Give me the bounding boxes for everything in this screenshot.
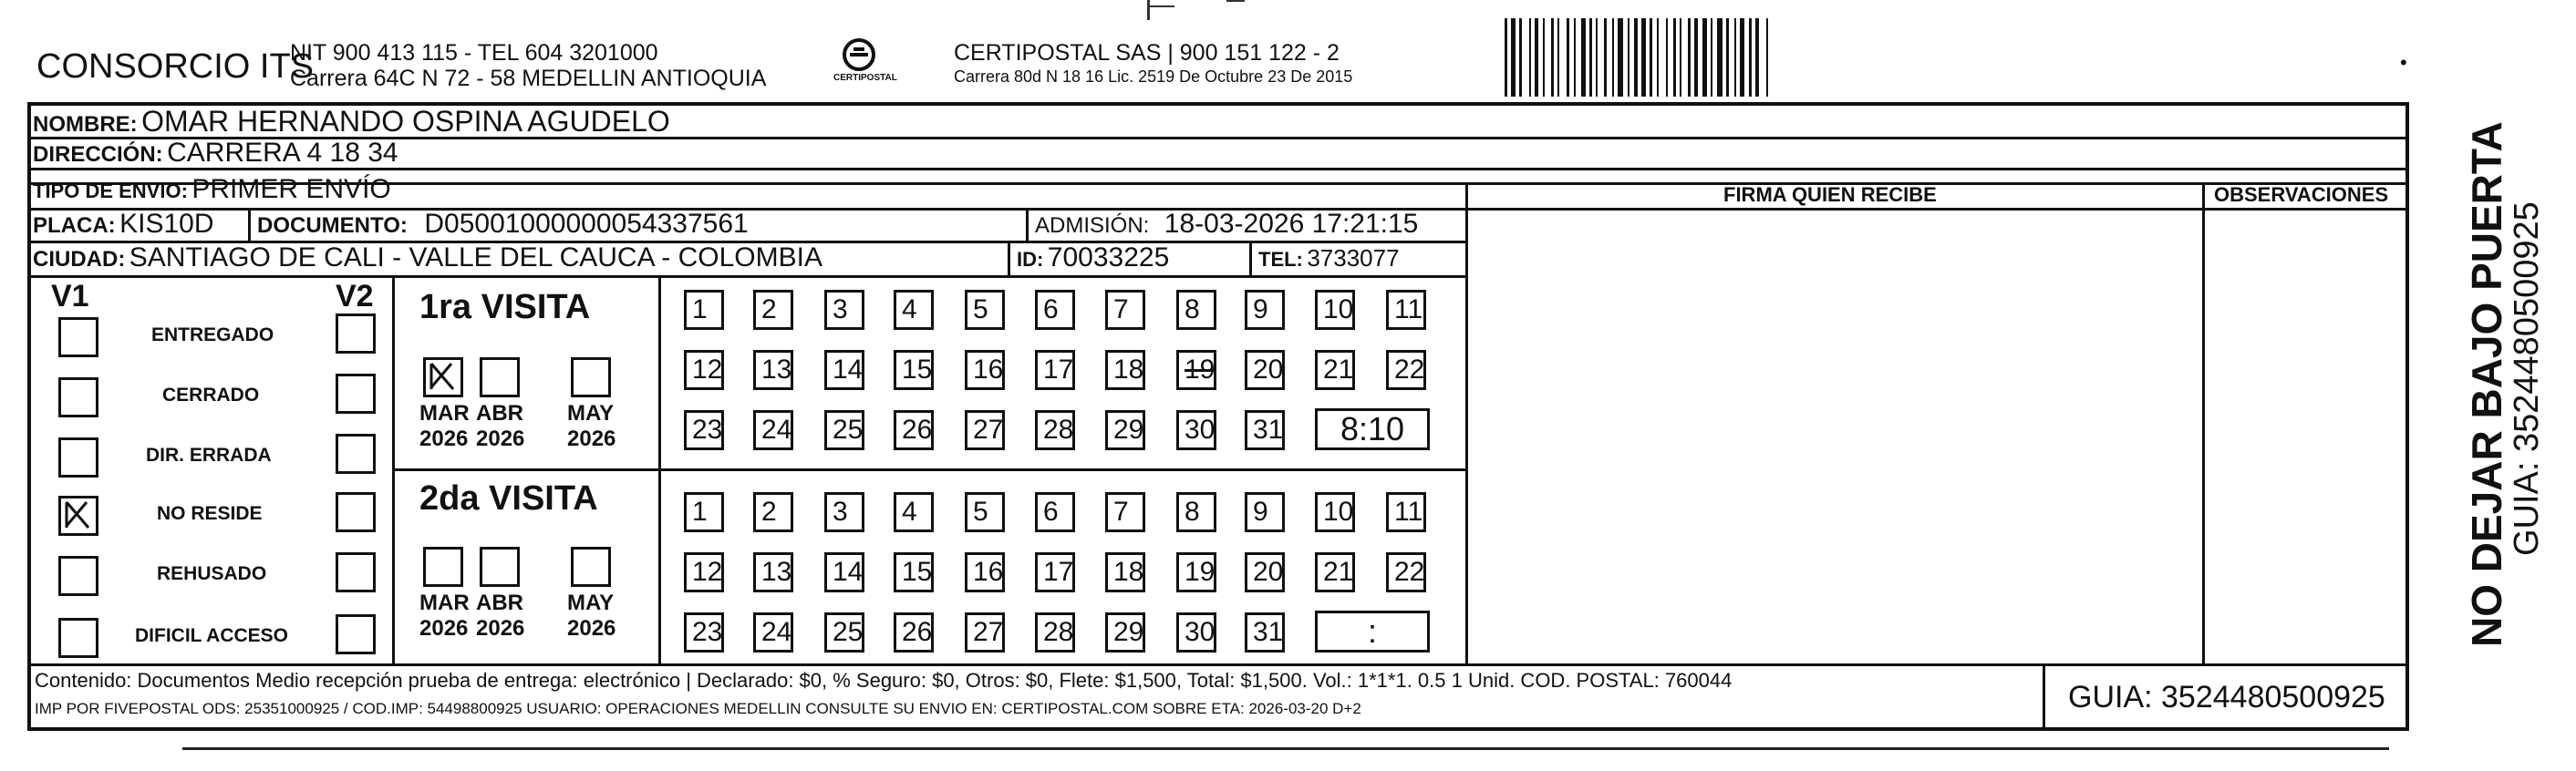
visit1-title: 1ra VISITA — [419, 288, 591, 326]
id-label: ID: — [1017, 248, 1044, 271]
admission-label: ADMISIÓN: — [1035, 213, 1150, 238]
visit1-month-label: MAY — [567, 401, 615, 426]
status-option-label: CERRADO — [162, 385, 260, 406]
barcode-bar — [1612, 18, 1614, 97]
top-mark — [1147, 5, 1174, 7]
visit2-month-label: MAR — [419, 591, 470, 615]
barcode-bar — [1734, 18, 1736, 97]
barcode-bar — [1711, 18, 1712, 97]
status-v1-checkbox[interactable] — [58, 317, 98, 357]
tel: 3733077 — [1307, 244, 1400, 272]
status-option-label: DIFICIL ACCESO — [135, 625, 289, 646]
barcode-bar — [1766, 18, 1768, 97]
visit1-day-box[interactable]: 31 — [1245, 410, 1285, 450]
cross-mark-icon — [426, 360, 460, 395]
barcode-bar — [1618, 18, 1623, 97]
visit1-day-box[interactable]: 20 — [1245, 350, 1285, 390]
barcode-bar — [1581, 18, 1586, 97]
barcode-bar — [1688, 18, 1691, 97]
barcode-bar — [1551, 18, 1554, 97]
visit2-day-box[interactable]: 19 — [1176, 552, 1216, 592]
barcode-bar — [1680, 18, 1681, 97]
visit1-day-box[interactable]: 9 — [1245, 290, 1285, 330]
send-type: PRIMER ENVÍO — [191, 174, 391, 204]
visit2-day-box[interactable]: 21 — [1315, 552, 1355, 592]
visit2-year-label: 2026 — [567, 616, 616, 641]
visit1-day-box[interactable]: 25 — [824, 410, 864, 450]
certipostal-logo — [832, 35, 897, 89]
visit2-day-box[interactable]: 5 — [965, 492, 1005, 532]
status-v2-checkbox[interactable] — [336, 492, 376, 532]
visit1-day-box[interactable]: 8 — [1176, 290, 1216, 330]
visit2-day-box[interactable]: 14 — [824, 552, 864, 592]
company-name: CONSORCIO ITS — [36, 47, 315, 86]
visit2-day-box[interactable]: 22 — [1386, 552, 1426, 592]
status-option-label: REHUSADO — [157, 563, 267, 584]
visit1-year-label: 2026 — [476, 427, 525, 451]
visit1-day-box[interactable]: 21 — [1315, 350, 1355, 390]
v1-label: V1 — [51, 279, 89, 314]
visit1-day-box[interactable]: 12 — [684, 350, 724, 390]
recipient-id: 70033225 — [1047, 242, 1170, 272]
visit1-month-label: MAR — [419, 401, 470, 426]
company-address: Carrera 64C N 72 - 58 MEDELLIN ANTIOQUIA — [290, 66, 767, 91]
visit1-time-box[interactable]: 8:10 — [1315, 408, 1430, 450]
visit2-day-box[interactable]: 6 — [1035, 492, 1075, 532]
visit2-day-box[interactable]: 31 — [1245, 612, 1285, 653]
plate: KIS10D — [119, 209, 214, 239]
visit2-day-box[interactable]: 23 — [684, 612, 724, 653]
company-nit: NIT 900 413 115 - TEL 604 3201000 — [290, 40, 658, 66]
visit2-month-label: MAY — [567, 591, 615, 615]
visit1-year-label: 2026 — [419, 427, 469, 451]
plate-label: PLACA: — [33, 213, 116, 238]
visit2-day-box[interactable]: 9 — [1245, 492, 1285, 532]
visit2-time-box[interactable]: : — [1315, 611, 1430, 653]
visit1-day-box[interactable]: 3 — [824, 290, 864, 330]
visit1-day-box[interactable]: 29 — [1105, 410, 1145, 450]
visit2-day-box[interactable]: 7 — [1105, 492, 1145, 532]
visit1-day-box[interactable]: 19 — [1176, 350, 1216, 390]
status-option-label: NO RESIDE — [157, 503, 263, 524]
top-mark — [1147, 0, 1150, 20]
status-v2-checkbox[interactable] — [336, 434, 376, 474]
barcode-bar — [1604, 18, 1607, 97]
barcode-bar — [1650, 18, 1652, 97]
barcode-bar — [1567, 18, 1569, 97]
barcode-bar — [1529, 18, 1531, 97]
visit1-day-box[interactable]: 14 — [824, 350, 864, 390]
visit2-day-box[interactable]: 16 — [965, 552, 1005, 592]
visit2-day-box[interactable]: 1 — [684, 492, 724, 532]
name-label: NOMBRE: — [33, 112, 138, 137]
admission-date: 18-03-2026 17:21:15 — [1164, 209, 1419, 239]
visit2-month-box-abr[interactable] — [480, 547, 520, 587]
send-type-label: TIPO DE ENVIO: — [33, 180, 188, 202]
visit2-day-box[interactable]: 13 — [753, 552, 793, 592]
visit1-day-box[interactable]: 10 — [1315, 290, 1355, 330]
visit2-day-box[interactable]: 4 — [894, 492, 934, 532]
top-mark — [1226, 0, 1245, 2]
visit1-day-box[interactable]: 22 — [1386, 350, 1426, 390]
v2-label: V2 — [336, 279, 374, 314]
visit1-day-box[interactable]: 7 — [1105, 290, 1145, 330]
cross-mark-icon — [61, 499, 96, 533]
tel-label: TEL: — [1258, 248, 1303, 271]
visit1-day-box[interactable]: 24 — [753, 410, 793, 450]
visit2-day-box[interactable]: 30 — [1176, 612, 1216, 653]
status-v2-checkbox[interactable] — [336, 552, 376, 592]
visit2-day-box[interactable]: 24 — [753, 612, 793, 653]
visit1-day-box[interactable]: 6 — [1035, 290, 1075, 330]
visit1-day-box[interactable]: 11 — [1386, 290, 1426, 330]
footer-print-info: IMP POR FIVEPOSTAL ODS: 25351000925 / COD.IMP: 54498800925 USUARIO: OPERACIONES MEDELLIN CONSULTE SU ENVIO EN: CERTIPOSTAL.COM SOBRE ETA: 2026-03-20 D+2 — [35, 700, 1361, 717]
barcode-bar — [1511, 18, 1516, 97]
visit2-day-box[interactable]: 25 — [824, 612, 864, 653]
visit2-day-box[interactable]: 3 — [824, 492, 864, 532]
city: SANTIAGO DE CALI - VALLE DEL CAUCA - COLOMBIA — [129, 242, 822, 272]
visit1-day-box[interactable]: 27 — [965, 410, 1005, 450]
footer-contents: Contenido: Documentos Medio recepción prueba de entrega: electrónico | Declarado: $0, % Seguro: $0, Otros: $0, Flete: $1,500, Total: $1,500. Vol.: 1*1*1. 0.5 1 Unid. COD. POSTAL: 760044 — [35, 669, 1733, 692]
visit2-day-box[interactable]: 12 — [684, 552, 724, 592]
visit2-day-box[interactable]: 8 — [1176, 492, 1216, 532]
visit1-day-box[interactable]: 16 — [965, 350, 1005, 390]
visit2-day-box[interactable]: 28 — [1035, 612, 1075, 653]
visit1-day-box[interactable]: 1 — [684, 290, 724, 330]
barcode-bar — [1574, 18, 1576, 97]
barcode-bar — [1519, 18, 1522, 97]
status-option-label: DIR. ERRADA — [146, 445, 272, 466]
barcode-bar — [1543, 18, 1545, 97]
visit1-day-box[interactable]: 17 — [1035, 350, 1075, 390]
status-v2-checkbox[interactable] — [336, 314, 376, 354]
visit1-day-box[interactable]: 23 — [684, 410, 724, 450]
status-v1-checkbox[interactable] — [58, 556, 98, 596]
logo-caption: CERTIPOSTAL — [833, 73, 897, 83]
barcode-bar — [1749, 18, 1752, 97]
visit2-day-box[interactable]: 11 — [1386, 492, 1426, 532]
visit2-day-box[interactable]: 17 — [1035, 552, 1075, 592]
barcode-bar — [1717, 18, 1723, 97]
recipient-address: CARRERA 4 18 34 — [167, 138, 398, 168]
address-label: DIRECCIÓN: — [33, 142, 163, 167]
visit2-month-box-may[interactable] — [571, 547, 611, 587]
status-v1-checkbox[interactable] — [58, 496, 98, 536]
visit2-year-label: 2026 — [419, 616, 469, 641]
visit1-month-box-abr[interactable] — [480, 357, 520, 397]
barcode-bar — [1557, 18, 1559, 97]
barcode-bar — [1505, 18, 1507, 97]
visit2-month-label: ABR — [476, 591, 523, 615]
barcode-bar — [1702, 18, 1707, 97]
status-v1-checkbox[interactable] — [58, 377, 98, 417]
visit2-day-box[interactable]: 15 — [894, 552, 934, 592]
visit2-day-box[interactable]: 10 — [1315, 492, 1355, 532]
barcode-bar — [1628, 18, 1629, 97]
barcode-bar — [1634, 18, 1638, 97]
visit1-day-box[interactable]: 2 — [753, 290, 793, 330]
visit1-month-box-may[interactable] — [571, 357, 611, 397]
barcode-bar — [1657, 18, 1659, 97]
recipient-name: OMAR HERNANDO OSPINA AGUDELO — [141, 105, 670, 138]
barcode-bar — [1673, 18, 1676, 97]
barcode-bar — [1666, 18, 1668, 97]
city-label: CIUDAD: — [33, 247, 126, 272]
visit2-year-label: 2026 — [476, 616, 525, 641]
visit1-day-box[interactable]: 30 — [1176, 410, 1216, 450]
side-warning: NO DEJAR BAJO PUERTA — [2463, 121, 2510, 647]
visit2-day-box[interactable]: 26 — [894, 612, 934, 653]
document-label: DOCUMENTO: — [257, 213, 408, 238]
visit1-day-box[interactable]: 13 — [753, 350, 793, 390]
barcode-bar — [1641, 18, 1646, 97]
visit1-month-label: ABR — [476, 401, 523, 426]
visit2-day-box[interactable]: 18 — [1105, 552, 1145, 592]
barcode-bar — [1535, 18, 1538, 97]
status-v2-checkbox[interactable] — [336, 374, 376, 414]
visit1-day-box[interactable]: 15 — [894, 350, 934, 390]
barcode — [1505, 0, 2097, 100]
visit1-year-label: 2026 — [567, 427, 616, 451]
barcode-bar — [1726, 18, 1729, 97]
status-option-label: ENTREGADO — [151, 324, 274, 345]
status-v1-checkbox[interactable] — [58, 437, 98, 478]
visit2-day-box[interactable]: 20 — [1245, 552, 1285, 592]
document-number: D05001000000054337561 — [424, 209, 749, 239]
scan-line — [182, 747, 2389, 750]
observations-header: OBSERVACIONES — [2214, 183, 2389, 206]
barcode-bar — [1755, 18, 1759, 97]
visit1-day-box[interactable]: 26 — [894, 410, 934, 450]
status-v1-checkbox[interactable] — [58, 618, 98, 658]
barcode-bar — [1596, 18, 1598, 97]
visit1-day-box[interactable]: 18 — [1105, 350, 1145, 390]
visit2-day-box[interactable]: 27 — [965, 612, 1005, 653]
barcode-bar — [1740, 18, 1744, 97]
visit1-day-box[interactable]: 28 — [1035, 410, 1075, 450]
footer-guia: GUIA: 3524480500925 — [2068, 680, 2385, 714]
carrier-address: Carrera 80d N 18 16 Lic. 2519 De Octubre 23 De 2015 — [954, 67, 1353, 86]
visit2-title: 2da VISITA — [419, 479, 598, 518]
side-guia: GUIA: 3524480500925 — [2508, 201, 2546, 556]
visit2-day-box[interactable]: 2 — [753, 492, 793, 532]
visit1-month-box-mar[interactable] — [423, 357, 463, 397]
barcode-bar — [1694, 18, 1698, 97]
visit1-day-box[interactable]: 4 — [894, 290, 934, 330]
visit1-day-box[interactable]: 5 — [965, 290, 1005, 330]
barcode-bar — [1589, 18, 1592, 97]
visit2-day-box[interactable]: 29 — [1105, 612, 1145, 653]
signature-header: FIRMA QUIEN RECIBE — [1723, 183, 1937, 206]
corner-mark: • — [2400, 51, 2407, 74]
status-v2-checkbox[interactable] — [336, 614, 376, 654]
carrier-name: CERTIPOSTAL SAS | 900 151 122 - 2 — [954, 40, 1340, 66]
visit2-month-box-mar[interactable] — [423, 547, 463, 587]
